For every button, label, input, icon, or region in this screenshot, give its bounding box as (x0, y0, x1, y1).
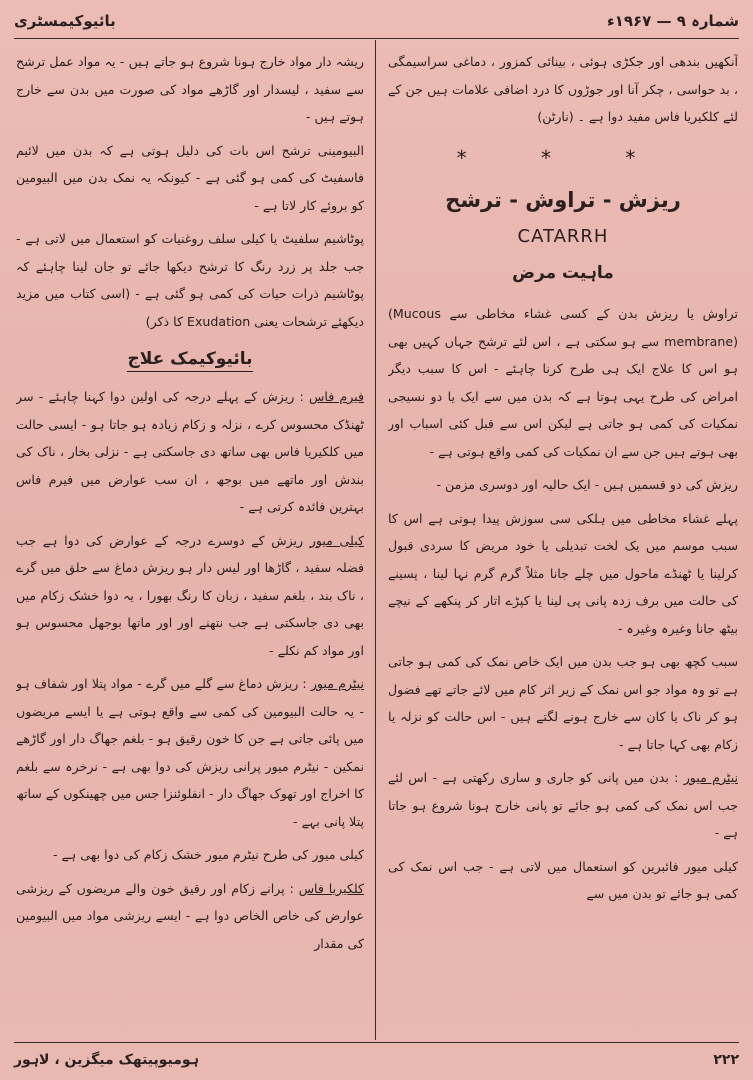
paragraph-definition-a: تراوش یا ریزش بدن کے کسی غشاء مخاطی سے (449, 306, 738, 321)
article-title-urdu: ریزش - تراوش - ترشح (445, 188, 681, 212)
remedy-calc-phos-label: کلکیریا فاس (298, 880, 364, 896)
header-issue-number: شمارہ ۹ — ۱۹۶۷ء (607, 12, 739, 30)
paragraph-causes: پہلے غشاء مخاطی میں ہلکی سی سوزش پیدا ہوتی ہے اس کا سبب موسم میں یک لخت تبدیلی یا خود مریض کا سردی قبول کرلینا یا ٹھنڈے ماحول میں چلے جانا مثلاً گرم گرم نہا لینا ، پسینے کی حالت میں برف زدہ پانی پی لینا یا کپڑے اتار کر پنکھے کے نیچے بیٹھ جانا وغیرہ وغیرہ - (388, 510, 738, 636)
remedy-kali-mur-label: کیلی میور (309, 532, 364, 548)
remedy-ferrum-phos-label: فیرم فاس (308, 389, 364, 404)
paragraph-kali-sulph (16, 225, 364, 335)
article-subtitle: ماہیت مرض (512, 263, 614, 283)
section-separator-stars: * * * (456, 145, 670, 170)
section-heading-text: بائیوکیمک علاج (127, 349, 252, 372)
paragraph-natrum-mur (388, 764, 738, 847)
paragraph-types: ریزش کی دو قسمیں ہیں - ایک حالیہ اور دوسری مزمن - (436, 477, 738, 492)
paragraph-kali-sulph-b: کا ذکر) (145, 313, 183, 329)
paragraph-albumin: البیومینی ترشح اس بات کی دلیل ہوتی ہے کہ بدن میں لائیم فاسفیٹ کی کمی ہو گئی ہے - کیونکہ یہ نمک بدن میں البیومین کو بروئے کار لاتا ہے - (16, 142, 364, 213)
remedy-natrum-mur-label: نیٹرم میور (683, 770, 738, 785)
page-footer (14, 1048, 739, 1072)
page-header (14, 6, 739, 36)
paragraph-dry-coryza: کیلی میور کی طرح نیٹرم میور خشک زکام کی دوا بھی ہے - (52, 847, 364, 862)
paragraph-definition (388, 300, 738, 465)
term-mucous-membrane: (Mucous membrane) (388, 306, 738, 349)
remedy-natrum-mur (16, 670, 364, 835)
paragraph-salt-deficiency: سبب کچھ بھی ہو جب بدن میں ایک خاص نمک کی کمی ہو جاتی ہے تو وہ مواد جو اس نمک کے زیر اثر کام میں لائے جاتے تھے فضول ہو کر ناک یا کان سے خارج ہونے لگتے ہیں - اس حالت کو نزلہ یا زکام بھی کہا جاتا ہے - (388, 654, 738, 752)
article-title-english: CATARRH (517, 226, 609, 247)
paragraph-kali-sulph-a: پوٹاشیم سلفیٹ یا کیلی سلف روغنیات کو استعمال میں لاتی ہے - جب جلد پر زرد رنگ کا ترشح دیکھا جائے تو جان لینا چاہئے کہ پوٹاشیم ذرات حیات کی کمی ہو گئی ہے - (اسی کتاب میں مزید دیکھئے ترشحات یعنی (16, 231, 364, 329)
paragraph-fibrin: ریشہ دار مواد خارج ہونا شروع ہو جاتے ہیں - یہ مواد عمل ترشح سے سفید ، لیسدار اور گاڑھے مواد کی صورت میں بدن سے خارج ہوتے ہیں - (16, 54, 364, 124)
remedy-natrum-mur-text: : بدن میں پانی کو جاری و ساری رکھتی ہے - اس لئے جب اس نمک کی کمی ہو جائے تو پانی خارج ہونا شروع ہو جاتا ہے - (388, 770, 738, 840)
remedy-kali-mur-text: ریزش کے دوسرے درجہ کے عوارض کی دوا ہے جب فضلہ سفید ، گاڑھا اور لیس دار ہو ریزش دماغ سے حلق میں گرے ، ناک بند ، بلغم سفید ، زبان کا رنگ بھورا ، یہ دوا خشک زکام میں بھی دی جاسکتی ہے جب نتھنے اور اور ماتھا بوجھل محسوس ہو اور مواد کم نکلے - (16, 532, 364, 658)
remedy-natrum-mur-left-label: نیٹرم میور (310, 676, 364, 691)
page-number: ۲۲۲ (713, 1052, 739, 1068)
column-divider (375, 40, 376, 1040)
right-column (388, 48, 738, 1036)
section-heading-treatment (16, 343, 364, 375)
remedy-natrum-mur-left-text: : ریزش دماغ سے گلے میں گرے - مواد پتلا اور شفاف ہو - یہ حالت البیومین کی کمی سے واقع ہوتی ہے یا ایسے مریضوں میں پائی جاتی ہے جن کا خون رقیق ہو - بلغم جھاگ دار اور گاڑھے نمکین - نیٹرم میور پرانی ریزش کی دوا بھی ہے - نرخرہ سے بلغم کا اخراج اور تھوک جھاگ دار - انفلوئنزا جس میں چھینکوں کے ساتھ پتلا پانی بہے - (16, 676, 364, 829)
paragraph-definition-b: سے ہو سکتی ہے ، اس لئے ترشح جہاں کہیں بھی ہو اس کا علاج ایک ہی طرح کرنا چاہئے - اس کا سبب دیگر امراض کی طرح یہی ہوتا ہے کہ بدن میں سے ایک یا دو نسیجی نمکیات کی کمی ہو جاتی ہے لیکن اس سے قبل کئی اسباب اور بھی ہوتے ہیں جن سے ان نمکیات کی کمی واقع ہوتی ہے - (388, 333, 738, 459)
footer-publication: ہومیوپیتھک میگزین ، لاہور (14, 1052, 199, 1068)
header-rule (14, 38, 739, 39)
remedy-kali-mur (16, 527, 364, 665)
remedy-calc-phos (16, 875, 364, 958)
remedy-calc-phos-text: : پرانے زکام اور رقیق خون والے مریضوں کے ریزشی عوارض کی خاص الخاص دوا ہے - ایسے ریزشی مواد میں البیومین کی مقدار (16, 880, 364, 951)
left-column (16, 48, 364, 1036)
remedy-ferrum-phos-text: : ریزش کے پہلے درجہ کی اولین دوا کہنا چاہئے - سر ٹھنڈک محسوس کرے ، نزلہ و زکام زیادہ ہو جاتا ہو - ایسی حالت میں کلکیریا فاس بھی ساتھ دی جاسکتی ہے - نزلی بخار ، ناک کی بندش اور ماتھے میں بوجھ ، ان سب عوارض میں فیرم فاس بہترین فائدہ کرتی ہے - (16, 389, 364, 514)
remedy-ferrum-phos (16, 383, 364, 521)
intro-paragraph: آنکھیں بندھی اور جکڑی ہوئی ، بینائی کمزور ، دماغی سراسیمگی ، بد حواسی ، چکر آنا اور جوڑوں کا درد اضافی علامات ہیں جن کے لئے کلکیریا فاس مفید دوا ہے ۔ (نارٹن) (388, 54, 738, 124)
footer-rule (14, 1042, 739, 1043)
term-exudation: Exudation (186, 313, 251, 329)
paragraph-kali-mur: کیلی میور فائبرین کو استعمال میں لاتی ہے - جب اس نمک کی کمی ہو جائے تو بدن میں سے (388, 858, 738, 901)
header-section-title: بائیوکیمسٹری (14, 12, 116, 30)
